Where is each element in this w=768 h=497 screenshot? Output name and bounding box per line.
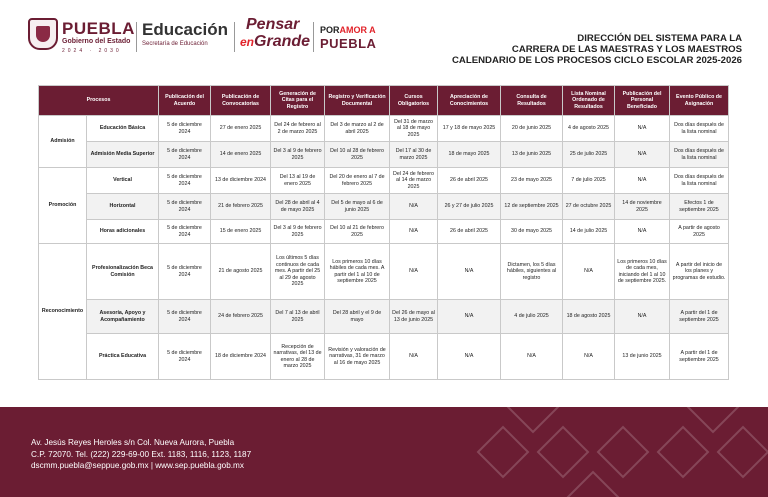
table-cell: 4 de julio 2025 xyxy=(501,300,563,334)
calendar-table xyxy=(38,85,728,380)
table-cell: 24 de febrero 2025 xyxy=(211,300,271,334)
table-cell: N/A xyxy=(615,168,670,194)
table-cell: 5 de diciembre 2024 xyxy=(159,168,211,194)
header-cell: Procesos xyxy=(39,86,159,116)
table-cell: Del 13 al 19 de enero 2025 xyxy=(271,168,325,194)
table-cell: Dictamen, los 5 días hábiles, siguientes al registro xyxy=(501,244,563,300)
logo-divider xyxy=(313,22,314,52)
poramor-logo-line1 xyxy=(320,25,376,35)
contact-links-line: dscmm.puebla@seppue.gob.mx | www.sep.puebla.gob.mx xyxy=(31,461,244,470)
pensar-logo-grande: Grande xyxy=(254,33,311,50)
table-cell: Del 31 de marzo al 18 de mayo 2025 xyxy=(390,116,438,142)
poramor-amor: AMOR A xyxy=(339,25,376,35)
table-cell: N/A xyxy=(615,142,670,168)
table-cell: Del 24 de febrero al 2 de marzo 2025 xyxy=(271,116,325,142)
pensar-logo-line2 xyxy=(240,33,310,51)
table-cell: 13 de junio 2025 xyxy=(615,334,670,380)
table-cell: N/A xyxy=(501,334,563,380)
table-cell: 14 de julio 2025 xyxy=(563,220,615,244)
table-cell: 5 de diciembre 2024 xyxy=(159,244,211,300)
poramor-logo-puebla: PUEBLA xyxy=(320,36,377,51)
phone-line: C.P. 72070. Tel. (222) 229-69-00 Ext. 1183, 1116, 1123, 1187 xyxy=(31,449,252,459)
table-row xyxy=(39,300,729,334)
table-cell: 27 de enero 2025 xyxy=(211,116,271,142)
table-cell: 5 de diciembre 2024 xyxy=(159,300,211,334)
table-cell: N/A xyxy=(438,244,501,300)
table-cell: 4 de agosto 2025 xyxy=(563,116,615,142)
table-cell: Revisión y valoración de narrativas, 31 de marzo al 16 de mayo 2025 xyxy=(325,334,390,380)
page-header xyxy=(0,0,768,78)
table-cell: N/A xyxy=(615,300,670,334)
table-cell: Del 10 al 28 de febrero 2025 xyxy=(325,142,390,168)
puebla-logo-years: 2024 · 2030 xyxy=(62,48,122,54)
table-cell: Del 3 de marzo al 2 de abril 2025 xyxy=(325,116,390,142)
header-cell: Evento Público de Asignación xyxy=(670,86,729,116)
table-cell: Dos días después de la lista nominal xyxy=(670,168,729,194)
table-row xyxy=(39,194,729,220)
header-cell: Generación de Citas para el Registro xyxy=(271,86,325,116)
table-cell: Del 3 al 9 de febrero 2025 xyxy=(271,220,325,244)
table-cell: A partir del 1 de septiembre 2025 xyxy=(670,300,729,334)
header-cell: Apreciación de Conocimientos xyxy=(438,86,501,116)
table-cell: Del 3 al 9 de febrero 2025 xyxy=(271,142,325,168)
table-cell: 26 de abril 2025 xyxy=(438,168,501,194)
puebla-government-logo xyxy=(28,18,136,58)
process-cell: Práctica Educativa xyxy=(87,334,159,380)
group-cell-promocion: Promoción xyxy=(39,168,87,244)
table-cell: N/A xyxy=(563,244,615,300)
header-cell: Lista Nominal Ordenado de Resultados xyxy=(563,86,615,116)
title-line-3: CALENDARIO DE LOS PROCESOS CICLO ESCOLAR 2025-2026 xyxy=(451,55,742,66)
table-row xyxy=(39,220,729,244)
table-cell: N/A xyxy=(390,220,438,244)
table-cell: 20 de junio 2025 xyxy=(501,116,563,142)
logo-divider xyxy=(234,22,235,52)
table-header-row xyxy=(39,86,729,116)
table-cell: 23 de mayo 2025 xyxy=(501,168,563,194)
table-cell: A partir del inicio de los planes y programas de estudio. xyxy=(670,244,729,300)
title-line-1: DIRECCIÓN DEL SISTEMA PARA LA xyxy=(577,33,742,44)
table-row xyxy=(39,116,729,142)
table-cell: 21 de agosto 2025 xyxy=(211,244,271,300)
group-cell-admision: Admisión xyxy=(39,116,87,168)
address-line: Av. Jesús Reyes Heroles s/n Col. Nueva Aurora, Puebla xyxy=(31,438,235,447)
table-row xyxy=(39,244,729,300)
state-seal-icon xyxy=(28,18,58,50)
table-cell: 13 de diciembre 2024 xyxy=(211,168,271,194)
table-cell: 25 de julio 2025 xyxy=(563,142,615,168)
header-cell: Publicación del Personal Beneficiado xyxy=(615,86,670,116)
header-cell: Publicación del Acuerdo xyxy=(159,86,211,116)
page-footer xyxy=(0,407,768,497)
educacion-logo-subtitle: Secretaría de Educación xyxy=(142,41,208,47)
table-cell: 30 de mayo 2025 xyxy=(501,220,563,244)
table-cell: 7 de julio 2025 xyxy=(563,168,615,194)
table-cell: Del 24 de febrero al 14 de marzo 2025 xyxy=(390,168,438,194)
table-cell: Del 5 de mayo al 6 de junio 2025 xyxy=(325,194,390,220)
decorative-pattern-icon xyxy=(458,407,768,497)
educacion-logo-title: Educación xyxy=(142,20,228,39)
process-cell: Vertical xyxy=(87,168,159,194)
table-cell: N/A xyxy=(390,334,438,380)
table-cell: 21 de febrero 2025 xyxy=(211,194,271,220)
table-cell: Del 26 de mayo al 13 de junio 2025 xyxy=(390,300,438,334)
table-cell: 17 y 18 de mayo 2025 xyxy=(438,116,501,142)
table-cell: Del 28 abril y el 9 de mayo xyxy=(325,300,390,334)
table-cell: Del 7 al 13 de abril 2025 xyxy=(271,300,325,334)
puebla-logo-word: PUEBLA xyxy=(62,19,135,38)
header-cell: Cursos Obligatorios xyxy=(390,86,438,116)
table-cell: N/A xyxy=(563,334,615,380)
process-calendar-table xyxy=(38,85,729,380)
table-row xyxy=(39,334,729,380)
table-cell: 14 de enero 2025 xyxy=(211,142,271,168)
table-cell: N/A xyxy=(615,116,670,142)
table-row xyxy=(39,168,729,194)
puebla-logo-subtitle: Gobierno del Estado xyxy=(62,38,131,45)
process-cell: Horizontal xyxy=(87,194,159,220)
table-cell: 13 de junio 2025 xyxy=(501,142,563,168)
table-cell: 12 de septiembre 2025 xyxy=(501,194,563,220)
table-cell: Los primeros 10 días hábiles de cada mes. A partir del 1 al 10 de septiembre 2025 xyxy=(325,244,390,300)
process-cell: Asesoría, Apoyo y Acompañamiento xyxy=(87,300,159,334)
table-cell: A partir del 1 de septiembre 2025 xyxy=(670,334,729,380)
table-cell: 5 de diciembre 2024 xyxy=(159,220,211,244)
table-cell: A partir de agosto 2025 xyxy=(670,220,729,244)
table-cell: Del 10 al 21 de febrero 2025 xyxy=(325,220,390,244)
table-cell: Dos días después de la lista nominal xyxy=(670,142,729,168)
table-cell: 18 de agosto 2025 xyxy=(563,300,615,334)
header-cell: Registro y Verificación Documental xyxy=(325,86,390,116)
table-cell: 14 de noviembre 2025 xyxy=(615,194,670,220)
table-cell: 26 y 27 de julio 2025 xyxy=(438,194,501,220)
group-cell-reconocimiento: Reconocimiento xyxy=(39,244,87,380)
table-cell: 27 de octubre 2025 xyxy=(563,194,615,220)
pensar-logo-line1: Pensar xyxy=(246,16,300,33)
header-cell: Consulta de Resultados xyxy=(501,86,563,116)
table-cell: Los primeros 10 días de cada mes, iniciando del 1 al 10 de septiembre 2025. xyxy=(615,244,670,300)
table-cell: Del 28 de abril al 4 de mayo 2025 xyxy=(271,194,325,220)
table-cell: 18 de mayo 2025 xyxy=(438,142,501,168)
process-cell: Educación Básica xyxy=(87,116,159,142)
logo-divider xyxy=(136,22,137,52)
process-cell: Admisión Media Superior xyxy=(87,142,159,168)
header-cell: Publicación de Convocatorias xyxy=(211,86,271,116)
table-cell: Los últimos 5 días continuos de cada mes. A partir del 25 al 29 de agosto 2025 xyxy=(271,244,325,300)
table-cell: Dos días después de la lista nominal xyxy=(670,116,729,142)
contact-address xyxy=(31,437,251,472)
title-line-2: CARRERA DE LAS MAESTRAS Y LOS MAESTROS xyxy=(511,44,742,55)
process-cell: Profesionalización Beca Comisión xyxy=(87,244,159,300)
table-cell: 5 de diciembre 2024 xyxy=(159,116,211,142)
table-cell: 18 de diciembre 2024 xyxy=(211,334,271,380)
table-cell: Del 20 de enero al 7 de febrero 2025 xyxy=(325,168,390,194)
table-cell: N/A xyxy=(438,334,501,380)
table-row xyxy=(39,142,729,168)
table-cell: Del 17 al 30 de marzo 2025 xyxy=(390,142,438,168)
table-cell: N/A xyxy=(390,194,438,220)
table-cell: 15 de enero 2025 xyxy=(211,220,271,244)
table-cell: Efectos 1 de septiembre 2025 xyxy=(670,194,729,220)
document-title xyxy=(452,33,742,66)
pensar-logo-en: en xyxy=(240,35,255,49)
table-cell: N/A xyxy=(438,300,501,334)
table-cell: N/A xyxy=(390,244,438,300)
table-cell: 5 de diciembre 2024 xyxy=(159,142,211,168)
table-cell: N/A xyxy=(615,220,670,244)
table-cell: 5 de diciembre 2024 xyxy=(159,334,211,380)
poramor-por: POR xyxy=(320,25,340,35)
table-cell: Recepción de narrativas, del 13 de enero al 28 de marzo 2025 xyxy=(271,334,325,380)
table-cell: 5 de diciembre 2024 xyxy=(159,194,211,220)
table-cell: 26 de abril 2025 xyxy=(438,220,501,244)
process-cell: Horas adicionales xyxy=(87,220,159,244)
